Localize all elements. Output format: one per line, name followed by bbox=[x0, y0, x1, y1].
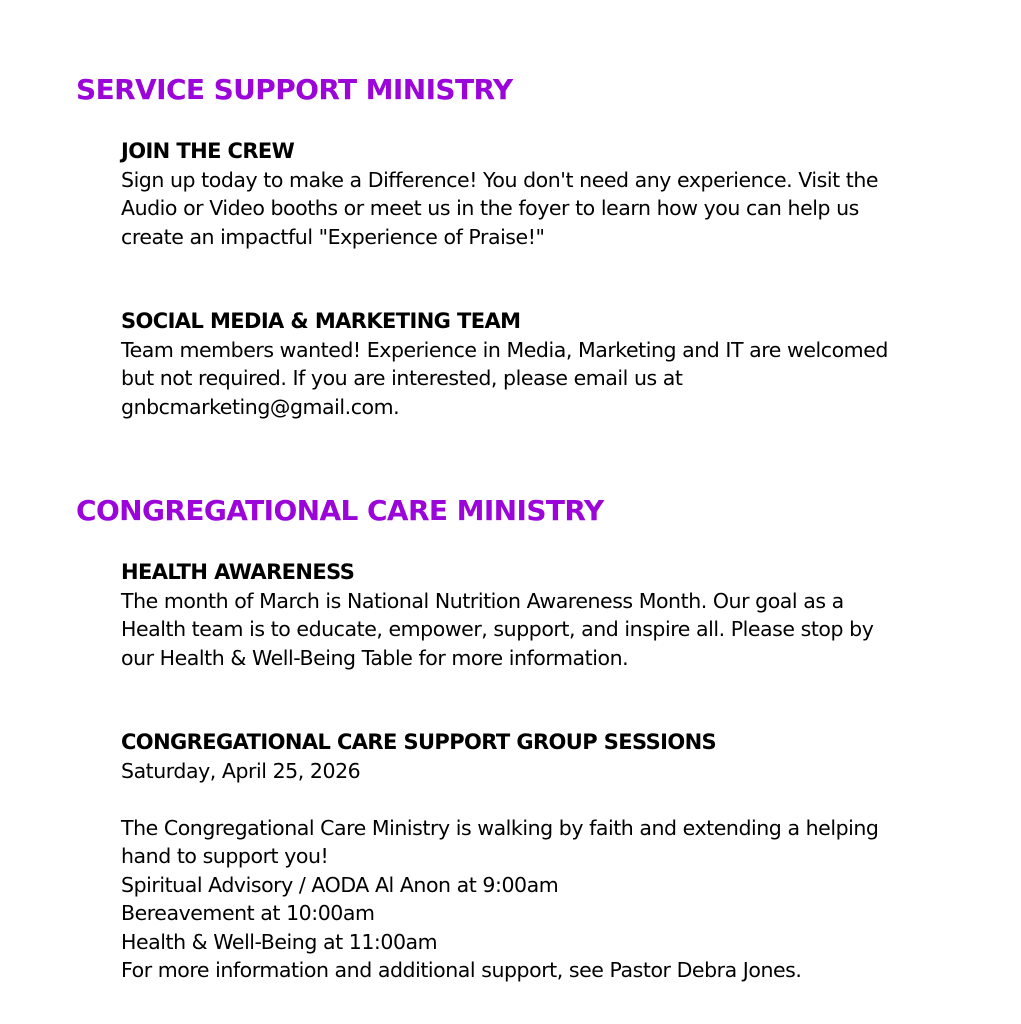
spacer bbox=[121, 785, 981, 814]
item-text-line: Audio or Video booths or meet us in the foyer to learn how you can help us bbox=[121, 196, 859, 220]
item-health-awareness bbox=[121, 558, 981, 672]
item-text-line: For more information and additional support, see Pastor Debra Jones. bbox=[121, 958, 802, 982]
item-text-line: create an impactful "Experience of Praise!" bbox=[121, 224, 545, 249]
item-social-media-marketing bbox=[121, 307, 981, 421]
session-time-line: Health & Well-Being at 11:00am bbox=[121, 929, 438, 954]
item-heading: HEALTH AWARENESS bbox=[121, 560, 355, 584]
item-support-group-sessions bbox=[121, 728, 981, 985]
session-time-line: Spiritual Advisory / AODA Al Anon at 9:00am bbox=[121, 872, 559, 897]
item-text-line: our Health & Well-Being Table for more information. bbox=[121, 645, 629, 670]
section-title-congregational-care: CONGREGATIONAL CARE MINISTRY bbox=[76, 494, 604, 527]
item-text-line: but not required. If you are interested, please email us at bbox=[121, 366, 683, 390]
item-heading: SOCIAL MEDIA & MARKETING TEAM bbox=[121, 309, 521, 333]
item-heading: JOIN THE CREW bbox=[121, 139, 295, 163]
item-text-line: Sign up today to make a Difference! You don't need any experience. Visit the bbox=[121, 167, 879, 192]
item-join-the-crew bbox=[121, 137, 981, 251]
event-date: Saturday, April 25, 2026 bbox=[121, 758, 361, 783]
item-text-line: Team members wanted! Experience in Media, Marketing and IT are welcomed bbox=[121, 337, 888, 362]
item-text-line: Health team is to educate, empower, support, and inspire all. Please stop by bbox=[121, 617, 874, 641]
section-title-service-support: SERVICE SUPPORT MINISTRY bbox=[76, 73, 513, 106]
session-time-line: Bereavement at 10:00am bbox=[121, 901, 375, 925]
email-address-text: gnbcmarketing@gmail.com. bbox=[121, 394, 400, 419]
item-text-line: The Congregational Care Ministry is walking by faith and extending a helping bbox=[121, 815, 879, 840]
item-text-line: hand to support you! bbox=[121, 844, 329, 868]
item-heading: CONGREGATIONAL CARE SUPPORT GROUP SESSIONS bbox=[121, 730, 717, 754]
item-text-line: The month of March is National Nutrition Awareness Month. Our goal as a bbox=[121, 588, 844, 613]
